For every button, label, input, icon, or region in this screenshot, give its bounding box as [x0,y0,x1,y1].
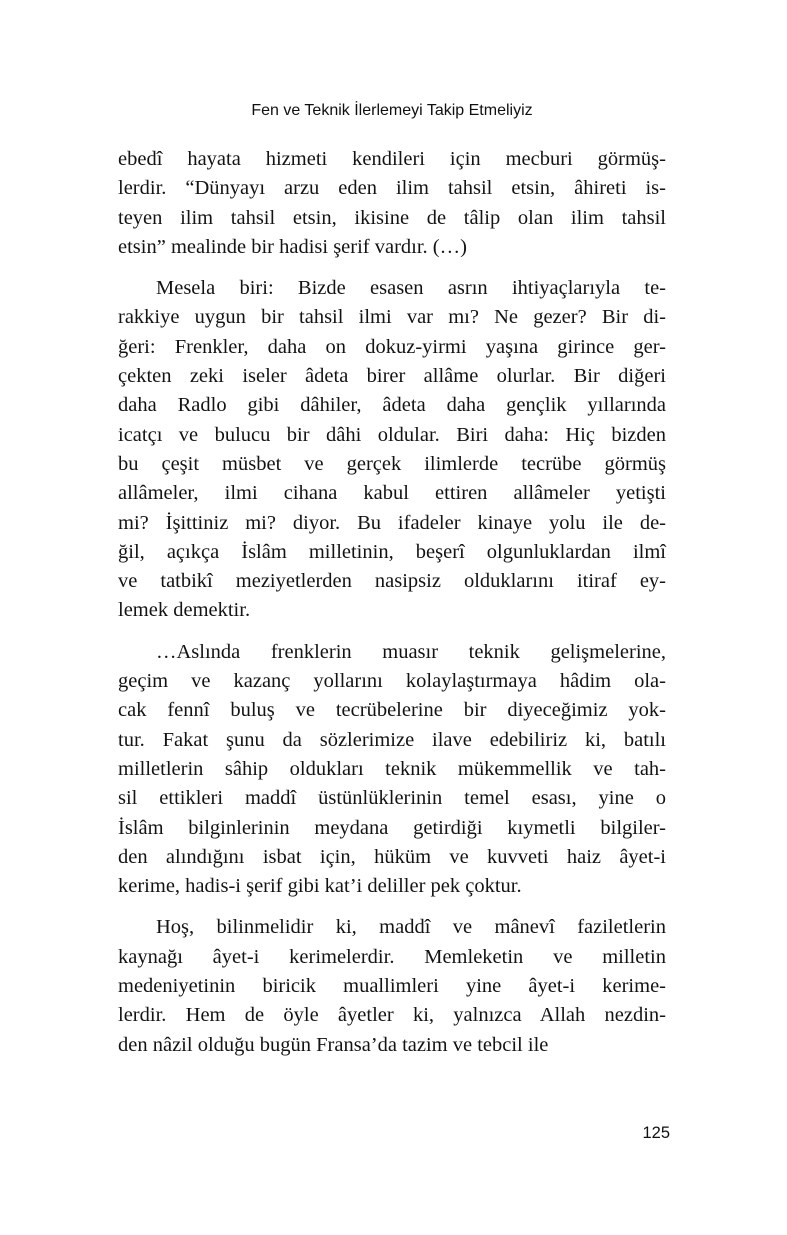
text-line: ğil, açıkça İslâm milletinin, beşerî olgunluklardan ilmî [118,540,666,563]
text-line: tur. Fakat şunu da sözlerimize ilave edebiliriz ki, batılı [118,728,666,751]
text-line: mi? İşittiniz mi? diyor. Bu ifadeler kinaye yolu ile de- [118,511,666,534]
text-line: sil ettikleri maddî üstünlüklerinin temel esası, yine o [118,787,666,810]
body-text [118,145,666,1060]
text-line: den nâzil olduğu bugün Fransa’da tazim ve tebcil ile [118,1033,549,1056]
text-line: …Aslında frenklerin muasır teknik gelişmelerine, [156,640,666,663]
text-line: kaynağı âyet-i kerimelerdir. Memleketin ve milletin [118,945,666,968]
text-line: medeniyetinin biricik muallimleri yine âyet-i kerime- [118,975,666,998]
text-line: ve tatbikî meziyetlerden nasipsiz olduklarını itiraf ey- [118,570,666,593]
text-line: icatçı ve bulucu bir dâhi oldular. Biri daha: Hiç bizden [118,423,666,446]
text-line: İslâm bilginlerinin meydana getirdiği kıymetli bilgiler- [118,816,666,839]
paragraph [118,274,666,626]
text-line: cak fennî buluş ve tecrübelerine bir diyeceğimiz yok- [118,699,666,722]
text-line: geçim ve kazanç yollarını kolaylaştırmaya hâdim ola- [118,670,666,693]
text-line: lerdir. “Dünyayı arzu eden ilim tahsil etsin, âhireti is- [118,177,666,200]
text-line: allâmeler, ilmi cihana kabul ettiren allâmeler yetişti [118,482,666,505]
running-header: Fen ve Teknik İlerlemeyi Takip Etmeliyiz [251,102,533,119]
text-line: teyen ilim tahsil etsin, ikisine de tâlip olan ilim tahsil [118,206,666,229]
page-number: 125 [642,1124,670,1142]
text-line: lemek demektir. [118,599,251,622]
text-line: etsin” mealinde bir hadisi şerif vardır. (…) [118,235,467,258]
text-line: bu çeşit müsbet ve gerçek ilimlerde tecrübe görmüş [118,452,666,475]
text-line: çekten zeki iseler âdeta birer allâme olurlar. Bir diğeri [118,365,666,388]
text-line: rakkiye uygun bir tahsil ilmi var mı? Ne gezer? Bir di- [118,306,666,329]
text-line: Hoş, bilinmelidir ki, maddî ve mânevî faziletlerin [156,916,666,939]
text-line: lerdir. Hem de öyle âyetler ki, yalnızca Allah nezdin- [118,1004,666,1027]
text-line: kerime, hadis-i şerif gibi kat’i deliller pek çoktur. [118,875,522,898]
paragraph [118,913,666,1059]
text-line: ebedî hayata hizmeti kendileri için mecburi görmüş- [118,148,666,170]
text-line: den alındığını isbat için, hüküm ve kuvveti haiz âyet-i [118,845,666,868]
paragraph [118,145,666,262]
paragraph [118,638,666,902]
text-line: daha Radlo gibi dâhiler, âdeta daha gençlik yıllarında [118,394,666,417]
text-line: Mesela biri: Bizde esasen asrın ihtiyaçlarıyla te- [156,277,666,300]
text-line: ğeri: Frenkler, daha on dokuz-yirmi yaşına girince ger- [118,335,666,358]
text-line: milletlerin sâhip oldukları teknik mükemmellik ve tah- [118,757,666,780]
